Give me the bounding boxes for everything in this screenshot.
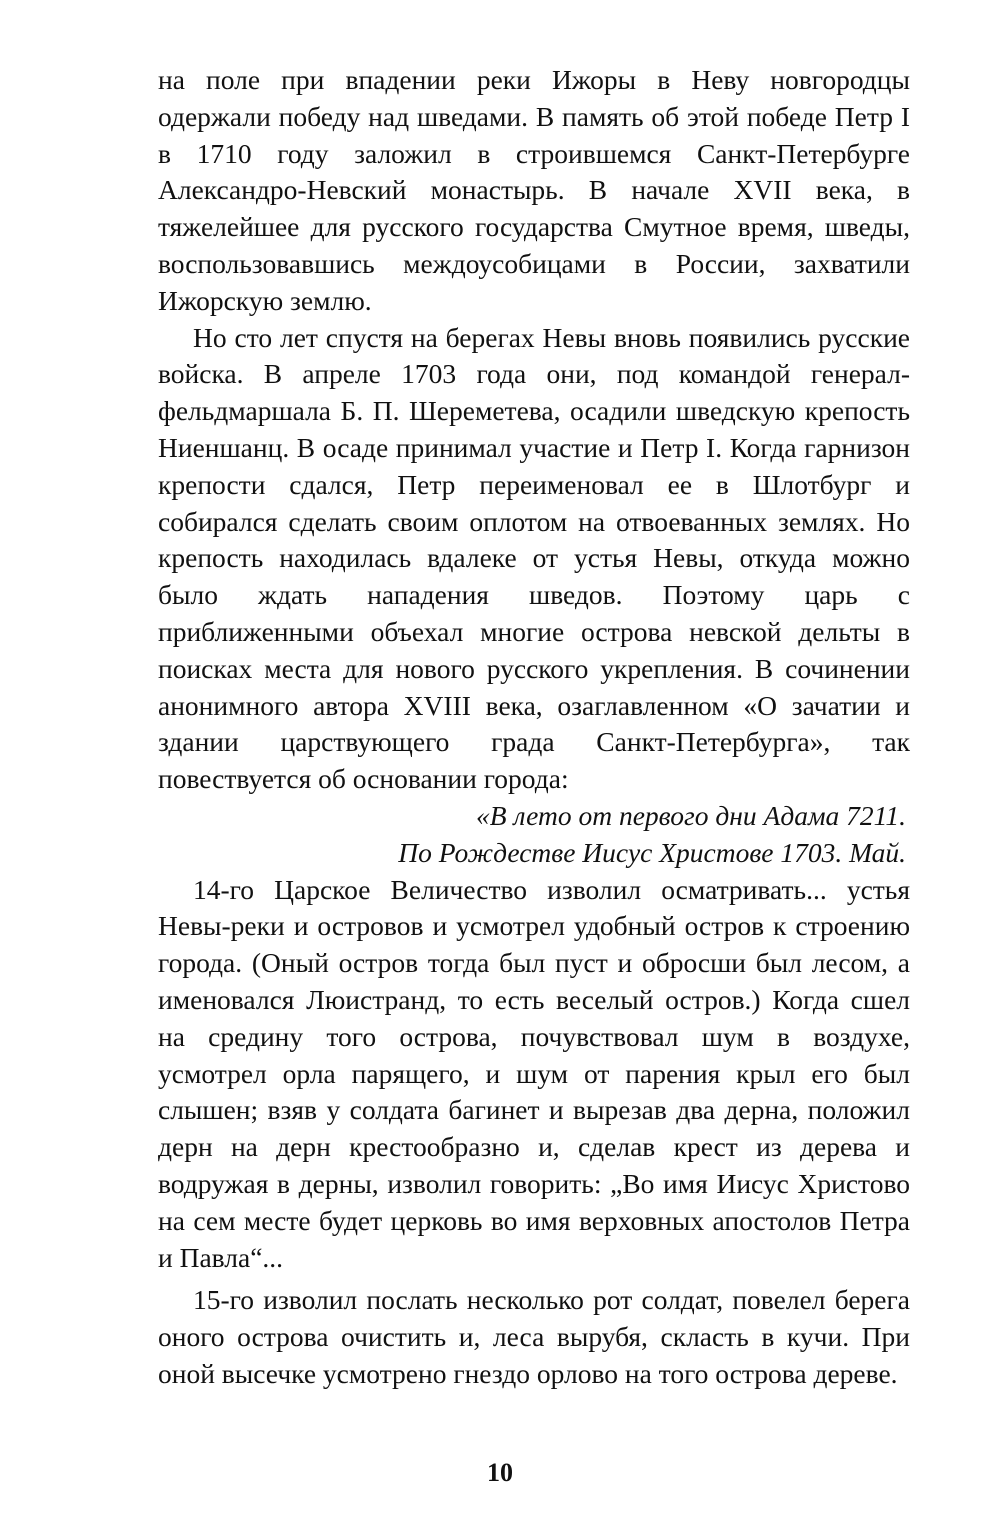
quote-paragraph-2: 15-го изволил послать несколько рот солдат, повелел берега оного острова очистить и, леса вырубя, скласть в кучи. При оной высечке усмотрено гнездо орлово на того острова дереве.	[158, 1284, 910, 1389]
quote-paragraph-1: 14-го Царское Величество изволил осматривать... устья Невы-реки и островов и усмотрел удобный остров к строению города. (Оный остров тогда был пуст и обросши был лесом, а именовался Люистранд, то есть веселый остров.) Когда сшел на средину того острова, почувствовал шум в воздухе, усмотрел орла парящего, и шум от парения крыл его был слышен; взяв у солдата багинет и вырезав два дерна, положил дерн на дерн крестообразно и, сделав крест из дерева и водружая в дерны, изволил говорить: „Во имя Иисус Христово на сем месте будет церковь во имя верховных апостолов Петра и Павла“...	[158, 873, 910, 1273]
quote-heading	[158, 798, 910, 872]
body-text	[158, 62, 910, 1393]
paragraph-1: на поле при впадении реки Ижоры в Неву новгородцы одержали победу над шведами. В память об этой победе Петр I в 1710 году заложил в строившемся Санкт-Петербурге Александро-Невский монастырь. В начале XVII века, в тяжелейшее для русского государства Смутное время, шведы, воспользовавшись междоусобицами в России, захватили Ижорскую землю.	[158, 64, 910, 316]
page-number: 10	[487, 1458, 513, 1487]
quote-heading-line-2: По Рождестве Иисус Христове 1703. Май.	[398, 836, 906, 868]
quote-heading-line-1: «В лето от первого дни Адама 7211.	[476, 799, 906, 831]
paragraph-2: Но сто лет спустя на берегах Невы вновь появились русские войска. В апреле 1703 года они, под командой генерал-фельдмаршала Б. П. Шереметева, осадили шведскую крепость Ниеншанц. В осаде принимал участие и Петр I. Когда гарнизон крепости сдался, Петр переименовал ее в Шлотбург и собирался сделать своим оплотом на отвоеванных землях. Но крепость находилась вдалеке от устья Невы, откуда можно было ждать нападения шведов. Поэтому царь с приближенными объехал многие острова невской дельты в поисках места для нового русского укрепления. В сочинении анонимного автора XVIII века, озаглавленном «О зачатии и здании царствующего града Санкт-Петербурга», так повествуется об основании города:	[158, 321, 910, 795]
